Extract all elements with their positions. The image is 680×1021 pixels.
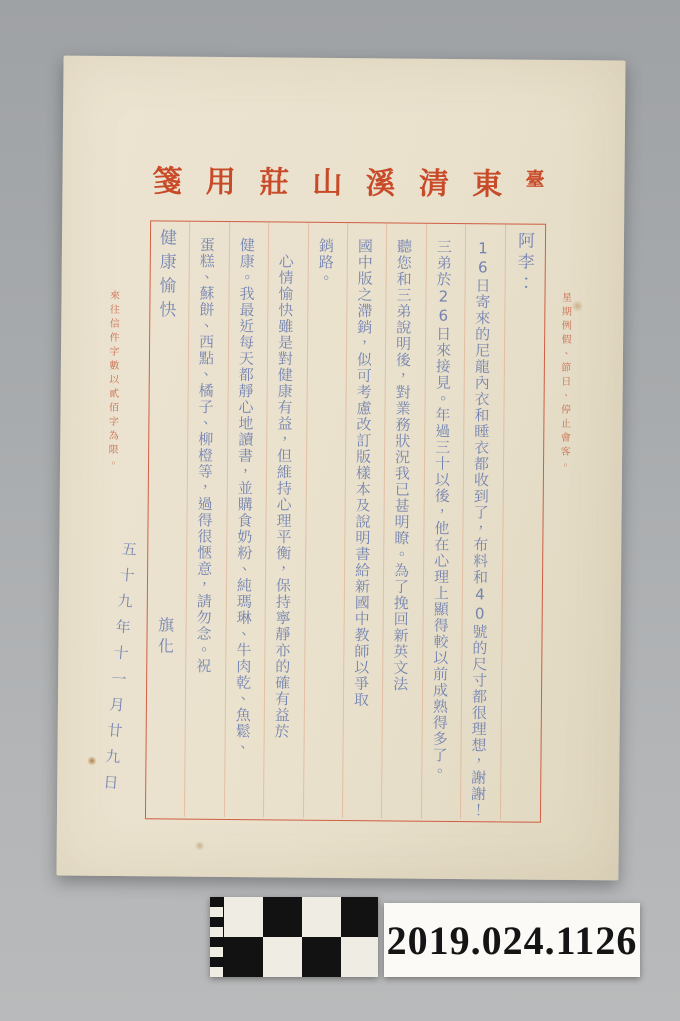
letter-salutation: 阿李： xyxy=(513,231,535,295)
letter-column: 蛋糕、蘇餅、西點、橘子、柳橙等，過得很愜意，請勿念。祝 xyxy=(194,236,217,675)
photo-scale-bar xyxy=(210,897,378,977)
letterhead-char: 莊 xyxy=(258,165,290,201)
letterhead-char: 東 xyxy=(472,167,503,203)
letter-column: 心情愉快雖是對健康有益，但維持心理平衡，保持寧靜亦的確有益於 xyxy=(272,253,295,740)
letterhead-char: 箋 xyxy=(152,164,183,200)
letter-paper xyxy=(56,56,625,881)
letterhead-char: 用 xyxy=(205,164,236,201)
foxing-spot xyxy=(571,300,583,312)
scale-fine-strip xyxy=(210,897,224,977)
letter-column: 三弟於26日來接見。年過三十以後，他在心理上顯得較以前成熟得多了。 xyxy=(430,238,454,780)
letterhead-char: 山 xyxy=(312,165,343,202)
letterhead-char: 臺 xyxy=(525,168,545,191)
letterhead xyxy=(152,156,544,203)
letterhead-char: 溪 xyxy=(365,166,396,202)
margin-note-right: 星期例假、節日、停止會客。 xyxy=(557,291,571,474)
foxing-spot xyxy=(87,756,96,766)
foxing-spot xyxy=(195,841,205,851)
letter-closing: 健康愉快 xyxy=(155,228,177,325)
letter-signature: 旗化 xyxy=(155,616,175,659)
letter-column: 聽您和三弟說明後，對業務狀況我已甚明瞭。為了挽回新英文法 xyxy=(391,238,414,693)
catalog-label xyxy=(384,903,640,977)
letter-date: 五十九年十一月廿九日 xyxy=(99,540,139,802)
letter-column: 16日寄來的尼龍內衣和睡衣都收到了，布料和40號的尺寸都很理想，謝謝！ xyxy=(468,239,493,819)
margin-note-left: 來往信件字數以貳佰字為限。 xyxy=(105,289,119,473)
letter-column: 國中版之滯銷，似可考慮改訂版樣本及說明書給新國中教師以爭取 xyxy=(351,238,375,709)
catalog-number: 2019.024.1126 xyxy=(386,917,638,963)
letter-column: 銷路。 xyxy=(316,237,336,287)
letter-column: 健康。我最近每天都靜心地讀書，並購食奶粉、純瑪琳、牛肉乾、魚鬆、 xyxy=(233,237,257,756)
scale-checkerboard xyxy=(224,897,378,977)
letterhead-char: 清 xyxy=(418,166,450,202)
